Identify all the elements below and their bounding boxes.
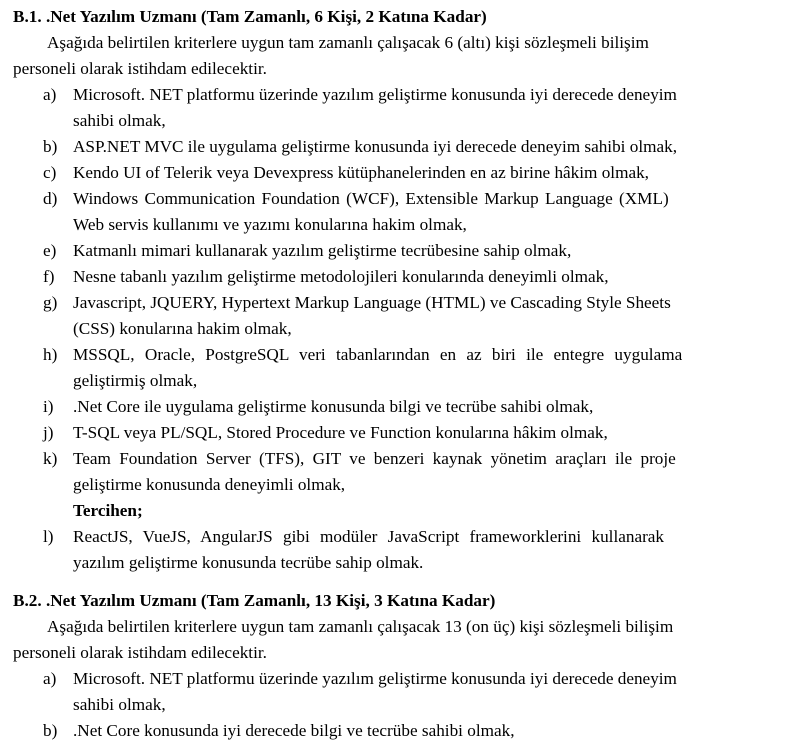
- list-item-text: ASP.NET MVC ile uygulama geliştirme konusunda iyi derecede deneyim sahibi olmak,: [73, 137, 678, 156]
- list-item-text: Microsoft. NET platformu üzerinde yazılım geliştirme konusunda iyi derecede deneyim: [73, 85, 677, 104]
- list-item-text: ReactJS, VueJS, AngularJS gibi modüler JavaScript frameworklerini kullanarak: [73, 527, 665, 546]
- list-marker: d): [43, 189, 58, 208]
- list-item-text: Microsoft. NET platformu üzerinde yazılım geliştirme konusunda iyi derecede deneyim: [73, 669, 677, 688]
- list-item-b1-k: [43, 446, 791, 472]
- list-marker: a): [43, 669, 57, 688]
- section-heading-b2: B.2. .Net Yazılım Uzmanı (Tam Zamanlı, 13 Kişi, 3 Katına Kadar): [13, 591, 496, 610]
- list-marker: j): [43, 423, 54, 442]
- list-item-b1-a: [43, 82, 791, 108]
- list-item-b1-b: [43, 134, 791, 160]
- list-marker: c): [43, 163, 57, 182]
- list-item-b1-f: [43, 264, 791, 290]
- list-item-text: MSSQL, Oracle, PostgreSQL veri tabanlarından en az biri ile entegre uygulama: [73, 345, 683, 364]
- list-item-continuation: yazılım geliştirme konusunda tecrübe sahip olmak.: [73, 553, 424, 572]
- list-item-b1-e: [43, 238, 791, 264]
- preferred-label: Tercihen;: [73, 501, 143, 520]
- list-marker: b): [43, 137, 58, 156]
- section-intro-b1-line1: Aşağıda belirtilen kriterlere uygun tam zamanlı çalışacak 6 (altı) kişi sözleşmeli bilişim: [47, 33, 649, 52]
- list-item-continuation: sahibi olmak,: [73, 111, 166, 130]
- list-marker: e): [43, 241, 57, 260]
- list-item-text: T-SQL veya PL/SQL, Stored Procedure ve Function konularına hâkim olmak,: [73, 423, 608, 442]
- list-item-continuation: geliştirme konusunda deneyimli olmak,: [73, 475, 346, 494]
- list-item-continuation: geliştirmiş olmak,: [73, 371, 198, 390]
- list-item-continuation: sahibi olmak,: [73, 695, 166, 714]
- list-item-b1-g: [43, 290, 791, 316]
- list-item-b1-j: [43, 420, 791, 446]
- list-marker: a): [43, 85, 57, 104]
- section-intro-b2-line2: personeli olarak istihdam edilecektir.: [13, 643, 267, 662]
- list-item-text: Javascript, JQUERY, Hypertext Markup Language (HTML) ve Cascading Style Sheets: [73, 293, 671, 312]
- list-marker: h): [43, 345, 58, 364]
- section-heading-b1: B.1. .Net Yazılım Uzmanı (Tam Zamanlı, 6 Kişi, 2 Katına Kadar): [13, 7, 487, 26]
- list-item-b1-h: [43, 342, 791, 368]
- list-item-text: Katmanlı mimari kullanarak yazılım geliştirme tecrübesine sahip olmak,: [73, 241, 572, 260]
- list-item-b2-b: [43, 718, 791, 744]
- list-item-text: Nesne tabanlı yazılım geliştirme metodolojileri konularında deneyimli olmak,: [73, 267, 609, 286]
- list-item-continuation: (CSS) konularına hakim olmak,: [73, 319, 292, 338]
- section-intro-b2-line1: Aşağıda belirtilen kriterlere uygun tam zamanlı çalışacak 13 (on üç) kişi sözleşmeli bilişim: [47, 617, 674, 636]
- list-item-text: .Net Core konusunda iyi derecede bilgi ve tecrübe sahibi olmak,: [73, 721, 515, 740]
- list-item-b1-i: [43, 394, 791, 420]
- list-item-b1-c: [43, 160, 791, 186]
- list-marker: k): [43, 449, 58, 468]
- list-item-text: Team Foundation Server (TFS), GIT ve benzeri kaynak yönetim araçları ile proje: [73, 449, 676, 468]
- list-item-text: Kendo UI of Telerik veya Devexpress kütüphanelerinden en az birine hâkim olmak,: [73, 163, 649, 182]
- list-marker: b): [43, 721, 58, 740]
- list-marker: f): [43, 267, 55, 286]
- list-item-b2-a: [43, 666, 791, 692]
- list-marker: l): [43, 527, 54, 546]
- list-item-text: .Net Core ile uygulama geliştirme konusunda bilgi ve tecrübe sahibi olmak,: [73, 397, 594, 416]
- list-item-b1-l: [43, 524, 791, 550]
- section-intro-b1-line2: personeli olarak istihdam edilecektir.: [13, 59, 267, 78]
- list-item-text: Windows Communication Foundation (WCF), Extensible Markup Language (XML): [73, 189, 669, 208]
- list-marker: i): [43, 397, 54, 416]
- list-marker: g): [43, 293, 58, 312]
- list-item-continuation: Web servis kullanımı ve yazımı konularına hakim olmak,: [73, 215, 467, 234]
- list-item-b1-d: [43, 186, 791, 212]
